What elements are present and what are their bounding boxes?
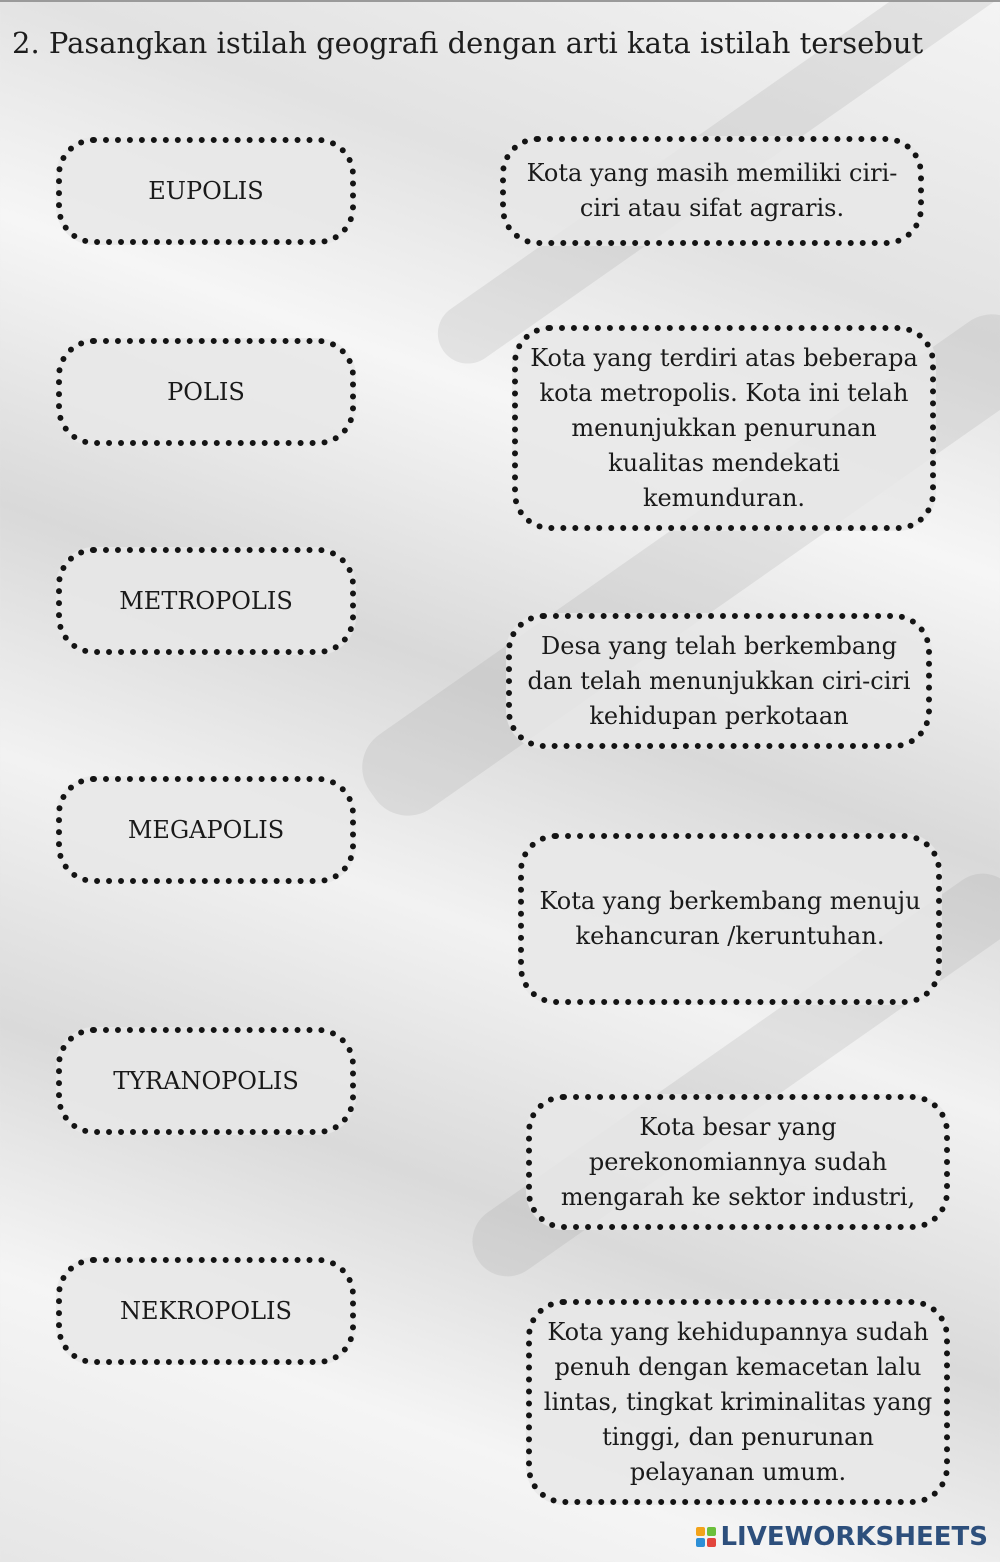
definition-box-3[interactable]: Desa yang telah berkembang dan telah menunjukkan ciri-ciri kehidupan perkotaan — [506, 613, 932, 749]
top-rule — [0, 0, 1000, 2]
question-title: 2. Pasangkan istilah geografi dengan arti kata istilah tersebut — [12, 26, 924, 60]
term-box-polis[interactable]: POLIS — [56, 338, 356, 446]
definition-box-4[interactable]: Kota yang berkembang menuju kehancuran /keruntuhan. — [518, 833, 942, 1005]
definition-box-5[interactable]: Kota besar yang perekonomiannya sudah mengarah ke sektor industri, — [526, 1094, 950, 1230]
definition-box-6[interactable]: Kota yang kehidupannya sudah penuh dengan kemacetan lalu lintas, tingkat kriminalitas yang tinggi, dan penurunan pelayanan umum. — [526, 1299, 950, 1505]
definition-box-2[interactable]: Kota yang terdiri atas beberapa kota metropolis. Kota ini telah menunjukkan penurunan kualitas mendekati kemunduran. — [512, 325, 936, 531]
term-box-megapolis[interactable]: MEGAPOLIS — [56, 776, 356, 884]
term-box-metropolis[interactable]: METROPOLIS — [56, 547, 356, 655]
term-box-nekropolis[interactable]: NEKROPOLIS — [56, 1257, 356, 1365]
liveworksheets-logo[interactable]: LIVEWORKSHEETS — [696, 1522, 988, 1552]
term-box-tyranopolis[interactable]: TYRANOPOLIS — [56, 1027, 356, 1135]
liveworksheets-icon — [696, 1527, 716, 1547]
definition-box-1[interactable]: Kota yang masih memiliki ciri-ciri atau sifat agraris. — [500, 136, 924, 246]
term-box-eupolis[interactable]: EUPOLIS — [56, 137, 356, 245]
